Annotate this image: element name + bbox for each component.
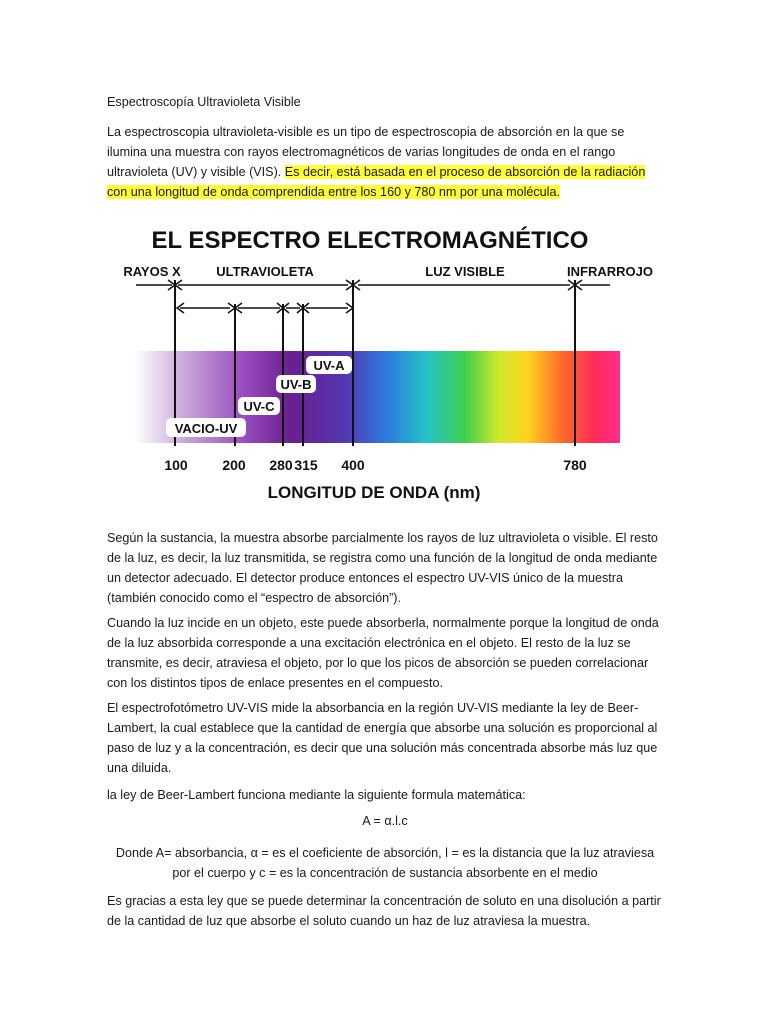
uva-label: UV-A	[313, 358, 345, 373]
region-label-ir: INFRARROJO	[567, 264, 653, 279]
region-label-uv: ULTRAVIOLETA	[216, 264, 314, 279]
tick-315: 315	[294, 457, 318, 473]
axis-label: LONGITUD DE ONDA (nm)	[267, 483, 481, 502]
page-title: Espectroscopía Ultravioleta Visible	[107, 95, 301, 109]
region-label-xray: RAYOS X	[123, 264, 181, 279]
paragraph-conclusion: Es gracias a esta ley que se puede determinar la concentración de soluto en una disolución a partir de la cantidad de luz que absorbe el soluto cuando un haz de luz atraviesa la muestra.	[107, 894, 661, 928]
tick-100: 100	[164, 457, 188, 473]
highlighted-text: Es decir, está basada en el proceso de absorción de la radiación con una longitud de onda comprendida entre los 160 y 780 nm por una molécula.	[107, 165, 646, 199]
paragraph-absorption: Cuando la luz incide en un objeto, este puede absorberla, normalmente porque la longitud de onda de la luz absorbida corresponde a una excitación electrónica en el objeto. El resto de la luz se transmite, es decir, atraviesa el objeto, por lo que los picos de absorción se pueden correlacionar con los distintos tipos de enlace presentes en el compuesto.	[107, 616, 659, 690]
vacio-uv-label: VACIO-UV	[174, 421, 238, 436]
formula-definitions: Donde A= absorbancia, α = es el coeficiente de absorción, l = es la distancia que la luz atraviesa por el cuerpo y c = es la concentración de sustancia absorbente en el medio	[115, 846, 655, 880]
tick-780: 780	[563, 457, 587, 473]
tick-200: 200	[222, 457, 246, 473]
range-arrows	[136, 280, 610, 313]
paragraph-beer-lambert: El espectrofotómetro UV-VIS mide la absorbancia en la región UV-VIS mediante la ley de Beer-Lambert, la cual establece que la cantidad de energía que absorbe una solución es proporcional al paso de luz y a la concentración, es decir que una solución más concentrada absorbe más luz que una diluida.	[107, 701, 658, 775]
tick-400: 400	[341, 457, 365, 473]
uvc-label: UV-C	[243, 399, 275, 414]
region-label-visible: LUZ VISIBLE	[425, 264, 505, 279]
intro-text: La espectroscopia ultravioleta-visible es un tipo de espectroscopia de absorción en la que se ilumina una muestra con rayos electromagnéticos de varias longitudes de onda en el rango ultravioleta (UV) y visible (VIS).	[107, 125, 625, 179]
paragraph-formula-intro: la ley de Beer-Lambert funciona mediante la siguiente formula matemática:	[107, 788, 526, 802]
paragraph-transmitted-light: Según la sustancia, la muestra absorbe parcialmente los rayos de luz ultravioleta o visible. El resto de la luz, es decir, la luz transmitida, se registra como una función de la longitud de onda mediante un detector adecuado. El detector produce entonces el espectro UV-VIS único de la muestra (también conocido como el “espectro de absorción”).	[107, 531, 658, 605]
tick-280: 280	[269, 457, 293, 473]
diagram-heading: EL ESPECTRO ELECTROMAGNÉTICO	[151, 227, 589, 254]
electromagnetic-spectrum-diagram	[120, 218, 653, 508]
uvb-label: UV-B	[280, 377, 312, 392]
formula: A = α.l.c	[362, 814, 408, 828]
intro-paragraph	[107, 122, 663, 202]
